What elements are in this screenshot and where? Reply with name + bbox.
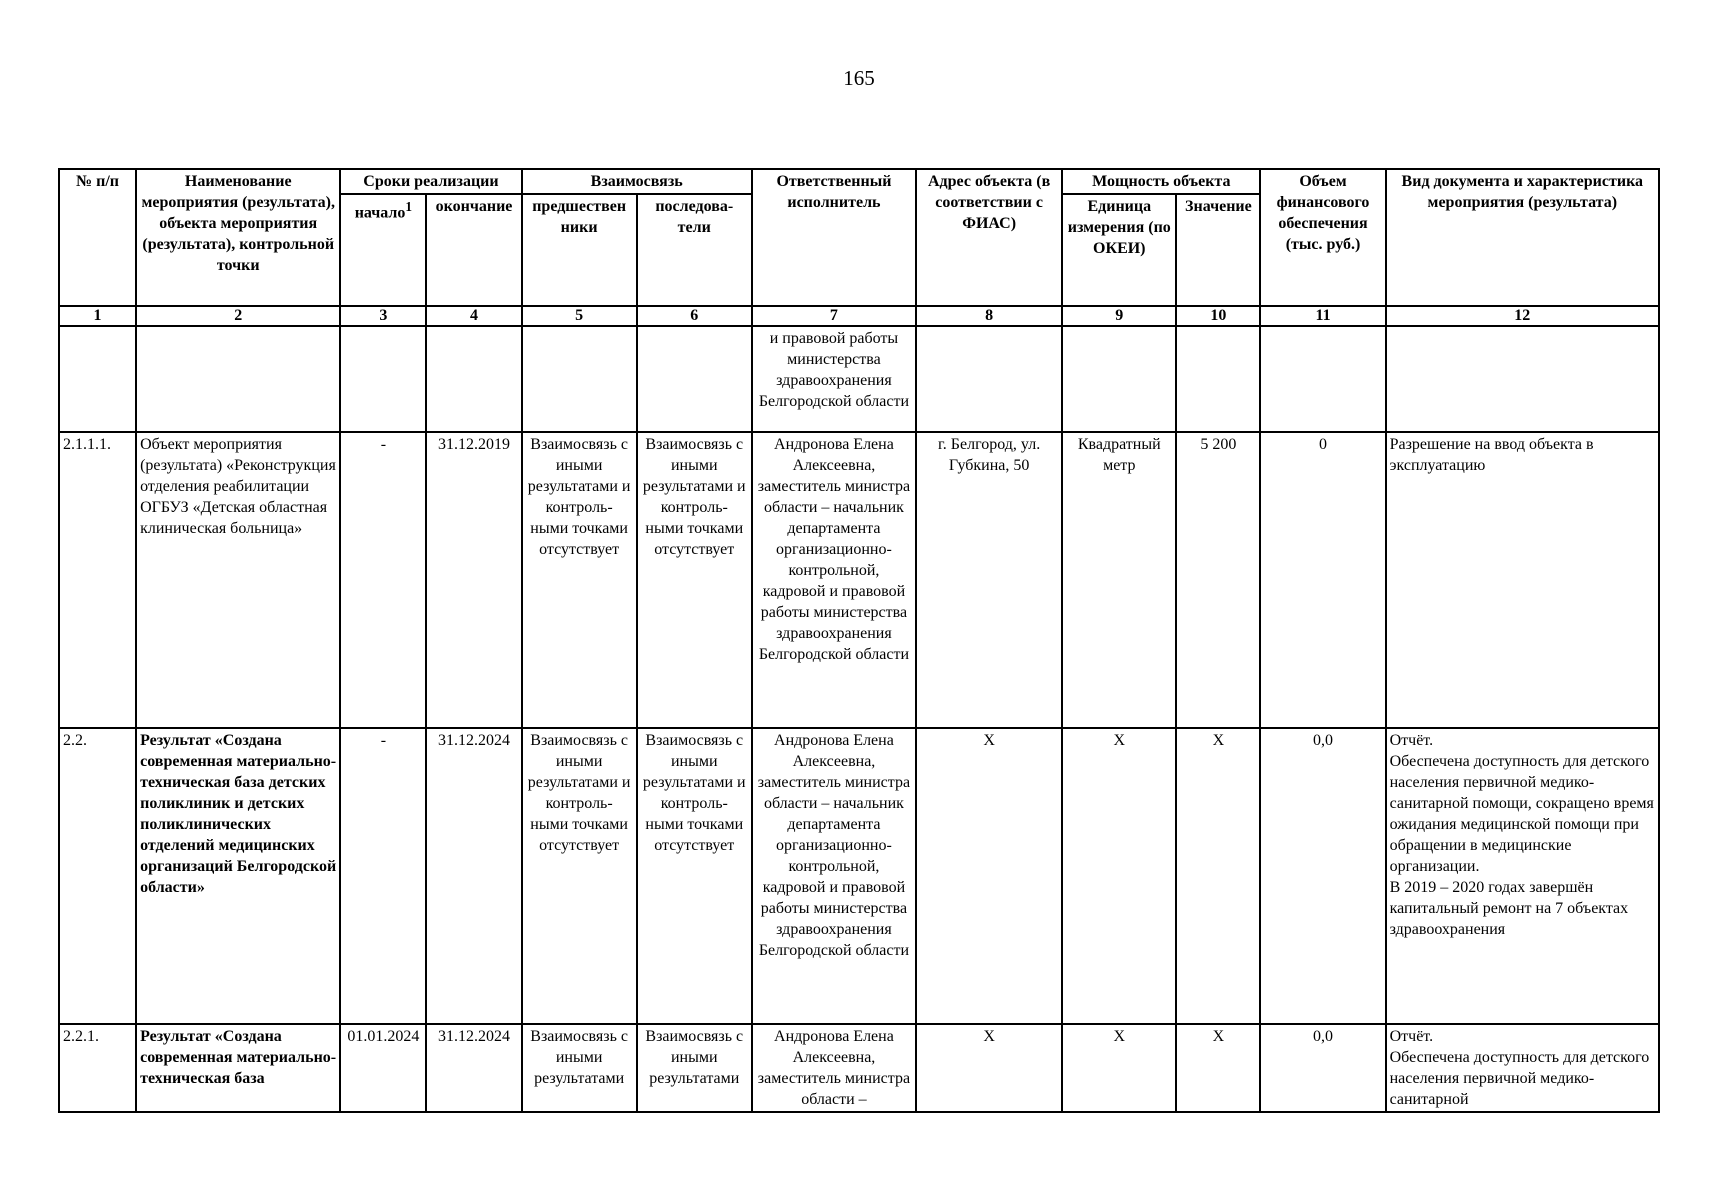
header-start-label: начало <box>354 204 406 222</box>
column-numbers-row <box>59 306 1659 326</box>
cell-doc <box>1386 326 1659 432</box>
header-value: Значение <box>1176 194 1260 306</box>
cell-value: Х <box>1176 728 1260 1024</box>
cell-responsible: Андронова Елена Алексеевна, заместитель министра области – <box>752 1024 916 1112</box>
cell-start: - <box>340 728 426 1024</box>
header-start-footnote: 1 <box>405 199 413 214</box>
cell-unit: Х <box>1062 728 1176 1024</box>
cell-start: 01.01.2024 <box>340 1024 426 1112</box>
cell-end: 31.12.2024 <box>426 728 521 1024</box>
cell-successors: Взаимосвязь с иными результатами и контроль- ными точками отсутствует <box>637 432 752 728</box>
table-row <box>59 1024 1659 1112</box>
cell-start <box>340 326 426 432</box>
cell-start: - <box>340 432 426 728</box>
cell-name: Результат «Создана современная материально- техническая база детских поликлиник и детских поликлинических отделений медицинских организаций Белгородской области» <box>136 728 340 1024</box>
cell-predecessors: Взаимосвязь с иными результатами и контроль- ными точками отсутствует <box>522 728 637 1024</box>
page-number: 165 <box>843 66 875 90</box>
header-unit: Единица измерения (по ОКЕИ) <box>1062 194 1176 306</box>
cell-address: г. Белгород, ул. Губкина, 50 <box>916 432 1062 728</box>
cell-doc <box>1386 1024 1659 1112</box>
column-number: 4 <box>426 306 521 326</box>
doc-text: Обеспечена доступность для детского населения первичной медико-санитарной <box>1389 1049 1650 1108</box>
header-link: Взаимосвязь <box>522 169 752 194</box>
cell-doc: Разрешение на ввод объекта в эксплуатацию <box>1386 432 1659 728</box>
column-number: 10 <box>1176 306 1260 326</box>
doc-extra: В 2019 – 2020 годах завершён капитальный ремонт на 7 объектах здравоохранения <box>1389 879 1629 938</box>
cell-funding: 0 <box>1260 432 1385 728</box>
cell-num: 2.2.1. <box>59 1024 136 1112</box>
cell-name: Результат «Создана современная материально- техническая база <box>136 1024 340 1112</box>
column-number: 6 <box>637 306 752 326</box>
column-number: 8 <box>916 306 1062 326</box>
header-predecessors: предшествен ники <box>522 194 637 306</box>
cell-value <box>1176 326 1260 432</box>
cell-doc <box>1386 728 1659 1024</box>
cell-end: 31.12.2019 <box>426 432 521 728</box>
header-responsible: Ответственный исполнитель <box>752 169 916 306</box>
cell-address: Х <box>916 1024 1062 1112</box>
column-number: 12 <box>1386 306 1659 326</box>
cell-responsible: Андронова Елена Алексеевна, заместитель министра области – начальник департамента организационно- контрольной, кадровой и правовой работы министерства здравоохранения Белгородской области <box>752 432 916 728</box>
doc-title: Отчёт. <box>1389 732 1434 749</box>
cell-name <box>136 326 340 432</box>
cell-num: 2.2. <box>59 728 136 1024</box>
header-funding: Объем финансового обеспечения (тыс. руб.) <box>1260 169 1385 306</box>
cell-value: Х <box>1176 1024 1260 1112</box>
cell-unit: Х <box>1062 1024 1176 1112</box>
cell-predecessors: Взаимосвязь с иными результатами <box>522 1024 637 1112</box>
table-row <box>59 432 1659 728</box>
column-number: 2 <box>136 306 340 326</box>
cell-end: 31.12.2024 <box>426 1024 521 1112</box>
cell-name: Объект мероприятия (результата) «Реконструкция отделения реабилитации ОГБУЗ «Детская областная клиническая больница» <box>136 432 340 728</box>
header-name: Наименование мероприятия (результата), объекта мероприятия (результата), контрольной точки <box>136 169 340 306</box>
table-row <box>59 728 1659 1024</box>
doc-text: Обеспечена доступность для детского населения первичной медико-санитарной помощи, сокращено время ожидания медицинской помощи при обращении в медицинские организации. <box>1389 753 1654 875</box>
cell-funding: 0,0 <box>1260 1024 1385 1112</box>
column-number: 5 <box>522 306 637 326</box>
cell-end <box>426 326 521 432</box>
header-address: Адрес объекта (в соответствии с ФИАС) <box>916 169 1062 306</box>
activities-table <box>58 168 1660 1113</box>
cell-num: 2.1.1.1. <box>59 432 136 728</box>
column-number: 1 <box>59 306 136 326</box>
header-doc: Вид документа и характеристика мероприятия (результата) <box>1386 169 1659 306</box>
header-end: окончание <box>426 194 521 306</box>
doc-title: Отчёт. <box>1389 1028 1434 1045</box>
header-num: № п/п <box>59 169 136 306</box>
cell-successors: Взаимосвязь с иными результатами и контроль- ными точками отсутствует <box>637 728 752 1024</box>
column-number: 9 <box>1062 306 1176 326</box>
cell-funding: 0,0 <box>1260 728 1385 1024</box>
cell-value: 5 200 <box>1176 432 1260 728</box>
cell-predecessors: Взаимосвязь с иными результатами и контроль- ными точками отсутствует <box>522 432 637 728</box>
header-terms: Сроки реализации <box>340 169 521 194</box>
cell-predecessors <box>522 326 637 432</box>
header-row-1 <box>59 169 1659 194</box>
cell-successors <box>637 326 752 432</box>
cell-num <box>59 326 136 432</box>
header-successors: последова- тели <box>637 194 752 306</box>
cell-responsible: Андронова Елена Алексеевна, заместитель министра области – начальник департамента организационно- контрольной, кадровой и правовой работы министерства здравоохранения Белгородской области <box>752 728 916 1024</box>
cell-address: Х <box>916 728 1062 1024</box>
column-number: 3 <box>340 306 426 326</box>
cell-unit: Квадратный метр <box>1062 432 1176 728</box>
cell-address <box>916 326 1062 432</box>
header-start <box>340 194 426 306</box>
column-number: 11 <box>1260 306 1385 326</box>
column-number: 7 <box>752 306 916 326</box>
cell-successors: Взаимосвязь с иными результатами <box>637 1024 752 1112</box>
cell-funding <box>1260 326 1385 432</box>
cell-responsible: и правовой работы министерства здравоохранения Белгородской области <box>752 326 916 432</box>
header-capacity: Мощность объекта <box>1062 169 1260 194</box>
cell-unit <box>1062 326 1176 432</box>
table-row <box>59 326 1659 432</box>
